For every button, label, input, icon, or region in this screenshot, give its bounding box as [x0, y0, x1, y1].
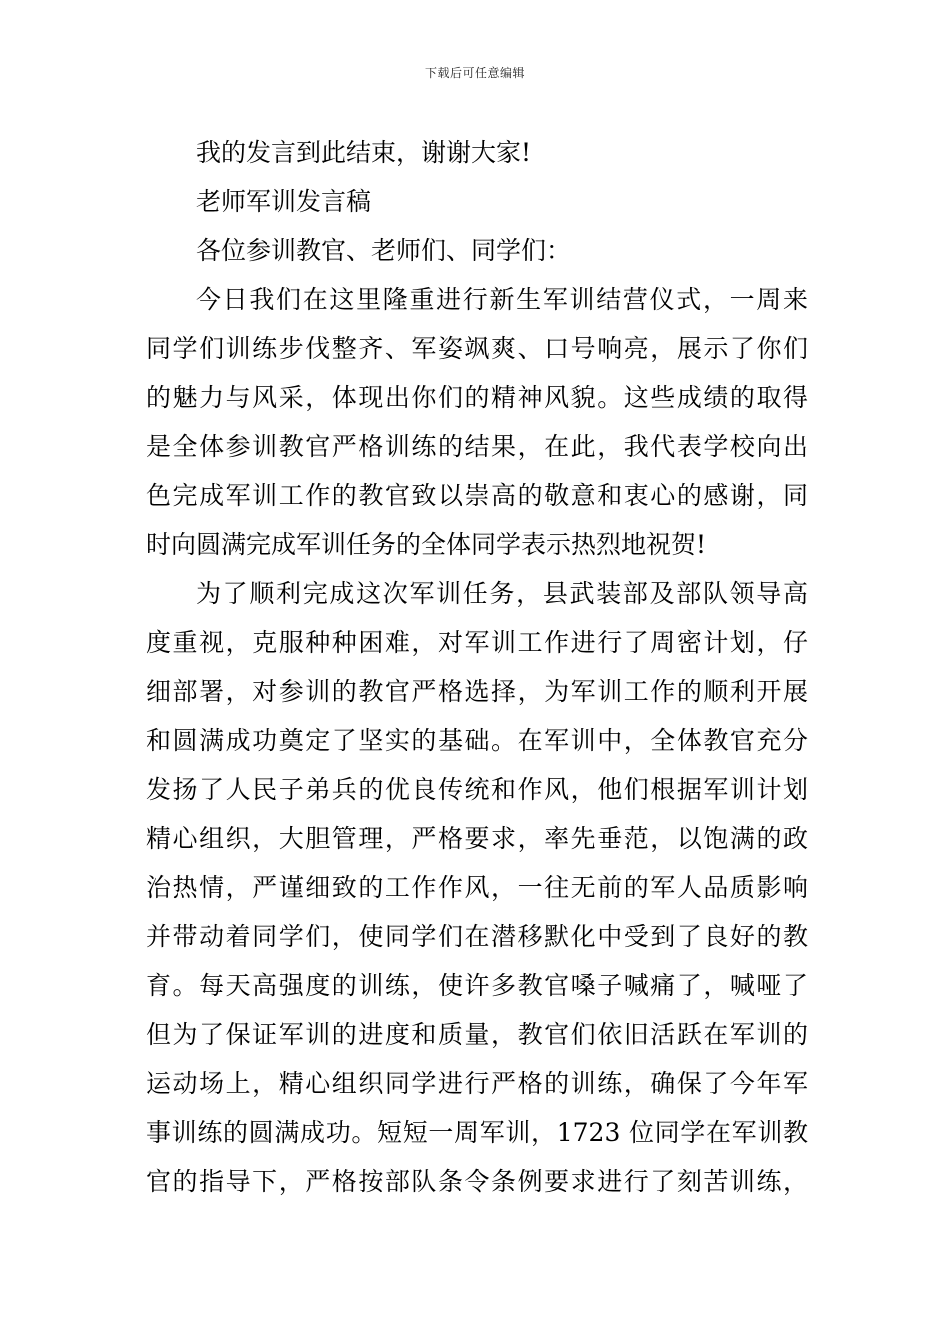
- paragraph-line: 今日我们在这里隆重进行新生军训结营仪式，一周来: [196, 285, 808, 314]
- paragraph-line: 的魅力与风采，体现出你们的精神风貌。这些成绩的取得: [146, 383, 808, 412]
- paragraph-line: 运动场上，精心组织同学进行严格的训练，确保了今年军: [146, 1069, 808, 1098]
- paragraph-line: 官的指导下，严格按部队条令条例要求进行了刻苦训练，: [146, 1167, 808, 1196]
- paragraph-line: 同学们训练步伐整齐、军姿飒爽、口号响亮，展示了你们: [146, 334, 808, 363]
- paragraph-line: 治热情，严谨细致的工作作风，一往无前的军人品质影响: [146, 873, 808, 902]
- paragraph-line: 度重视，克服种种困难，对军训工作进行了周密计划，仔: [146, 628, 808, 657]
- paragraph-line: 精心组织，大胆管理，严格要求，率先垂范，以饱满的政: [146, 824, 808, 853]
- paragraph-line: 是全体参训教官严格训练的结果，在此，我代表学校向出: [146, 432, 808, 461]
- paragraph-line: 发扬了人民子弟兵的优良传统和作风，他们根据军训计划: [146, 775, 808, 804]
- paragraph-line: 为了顺利完成这次军训任务，县武装部及部队领导高: [196, 579, 808, 608]
- document-body: [146, 128, 808, 1206]
- paragraph-line: 色完成军训工作的教官致以崇高的敬意和衷心的感谢，同: [146, 481, 808, 510]
- paragraph-line: 和圆满成功奠定了坚实的基础。在军训中，全体教官充分: [146, 726, 808, 755]
- salutation: 各位参训教官、老师们、同学们：: [196, 236, 572, 265]
- speech-title: 老师军训发言稿: [196, 187, 372, 216]
- paragraph-line: 时向圆满完成军训任务的全体同学表示热烈地祝贺!: [146, 530, 707, 559]
- paragraph-line: 并带动着同学们，使同学们在潜移默化中受到了良好的教: [146, 922, 808, 951]
- paragraph-line: 但为了保证军训的进度和质量，教官们依旧活跃在军训的: [146, 1020, 808, 1049]
- page-header-note: 下载后可任意编辑: [424, 66, 525, 80]
- paragraph-line: 细部署，对参训的教官严格选择，为军训工作的顺利开展: [146, 677, 808, 706]
- paragraph-line: 育。每天高强度的训练，使许多教官嗓子喊痛了，喊哑了: [146, 971, 808, 1000]
- paragraph-line: 事训练的圆满成功。短短一周军训，1723 位同学在军训教: [146, 1118, 808, 1147]
- closing-line: 我的发言到此结束，谢谢大家!: [196, 138, 532, 167]
